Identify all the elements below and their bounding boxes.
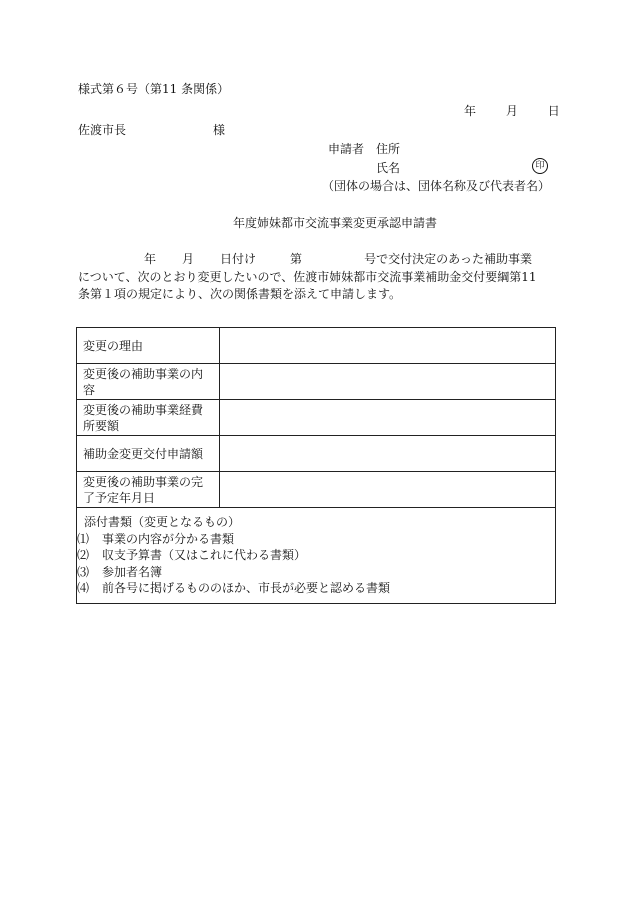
body-year: 年 bbox=[144, 252, 157, 266]
applicant-label: 申請者 bbox=[328, 142, 365, 156]
body-month: 月 bbox=[182, 252, 195, 266]
attachment-number: ⑴ bbox=[77, 531, 90, 546]
addressee-title: 様 bbox=[213, 123, 226, 137]
attachment-number: ⑵ bbox=[77, 548, 90, 562]
attachment-number: ⑷ bbox=[77, 581, 90, 595]
table-row-attachments bbox=[77, 508, 556, 604]
seal-icon: 印 bbox=[532, 158, 548, 174]
row-value-completion-date[interactable] bbox=[220, 472, 556, 508]
row-label-grant-amount: 補助金変更交付申請額 bbox=[77, 436, 220, 472]
body-number-prefix: 第 bbox=[290, 252, 303, 266]
attachment-item bbox=[77, 547, 555, 564]
table-row bbox=[77, 436, 556, 472]
attachments-title: 添付書類（変更となるもの） bbox=[84, 515, 241, 529]
row-value-change-reason[interactable] bbox=[220, 328, 556, 364]
body-date: 日付け bbox=[220, 252, 257, 266]
attachment-text: 収支予算書（又はこれに代わる書類） bbox=[102, 548, 307, 562]
form-number: 様式第６号（第11 条関係） bbox=[78, 82, 230, 96]
date-day-label: 日 bbox=[547, 104, 560, 118]
attachment-number: ⑶ bbox=[77, 564, 90, 579]
date-month-label: 月 bbox=[505, 104, 518, 118]
org-note: （団体の場合は、団体名称及び代表者名） bbox=[322, 179, 551, 193]
row-label-completion-date: 変更後の補助事業の完了予定年月日 bbox=[77, 472, 220, 508]
attachment-item bbox=[77, 580, 555, 597]
table-row bbox=[77, 400, 556, 436]
body-line-3: 条第１項の規定により、次の関係書類を添えて申請します。 bbox=[78, 287, 402, 301]
attachment-text: 参加者名簿 bbox=[102, 564, 163, 579]
attachment-text: 前各号に掲げるもののほか、市長が必要と認める書類 bbox=[102, 581, 391, 595]
attachment-item bbox=[77, 564, 555, 581]
row-label-project-cost: 変更後の補助事業経費所要額 bbox=[77, 400, 220, 436]
document-title: 年度姉妹都市交流事業変更承認申請書 bbox=[233, 216, 438, 230]
body-line-1 bbox=[78, 251, 554, 269]
address-label: 住所 bbox=[376, 142, 401, 156]
body-line-2: について、次のとおり変更したいので、佐渡市姉妹都市交流事業補助金交付要綱第11 bbox=[78, 269, 537, 284]
attachments-cell bbox=[77, 508, 556, 604]
row-label-change-reason: 変更の理由 bbox=[77, 328, 220, 364]
table-row bbox=[77, 364, 556, 400]
row-label-project-content: 変更後の補助事業の内容 bbox=[77, 364, 220, 400]
attachment-item bbox=[77, 531, 555, 548]
row-value-grant-amount[interactable] bbox=[220, 436, 556, 472]
name-label: 氏名 bbox=[376, 161, 401, 175]
table-row bbox=[77, 472, 556, 508]
table-row bbox=[77, 328, 556, 364]
row-value-project-cost[interactable] bbox=[220, 400, 556, 436]
date-line bbox=[464, 104, 560, 118]
attachment-text: 事業の内容が分かる書類 bbox=[102, 531, 235, 546]
addressee: 佐渡市長 bbox=[78, 123, 127, 137]
date-year-label: 年 bbox=[464, 104, 477, 118]
body-line-1-rest: 号で交付決定のあった補助事業 bbox=[364, 252, 532, 266]
body-text bbox=[78, 251, 554, 304]
application-table bbox=[76, 327, 556, 604]
row-value-project-content[interactable] bbox=[220, 364, 556, 400]
